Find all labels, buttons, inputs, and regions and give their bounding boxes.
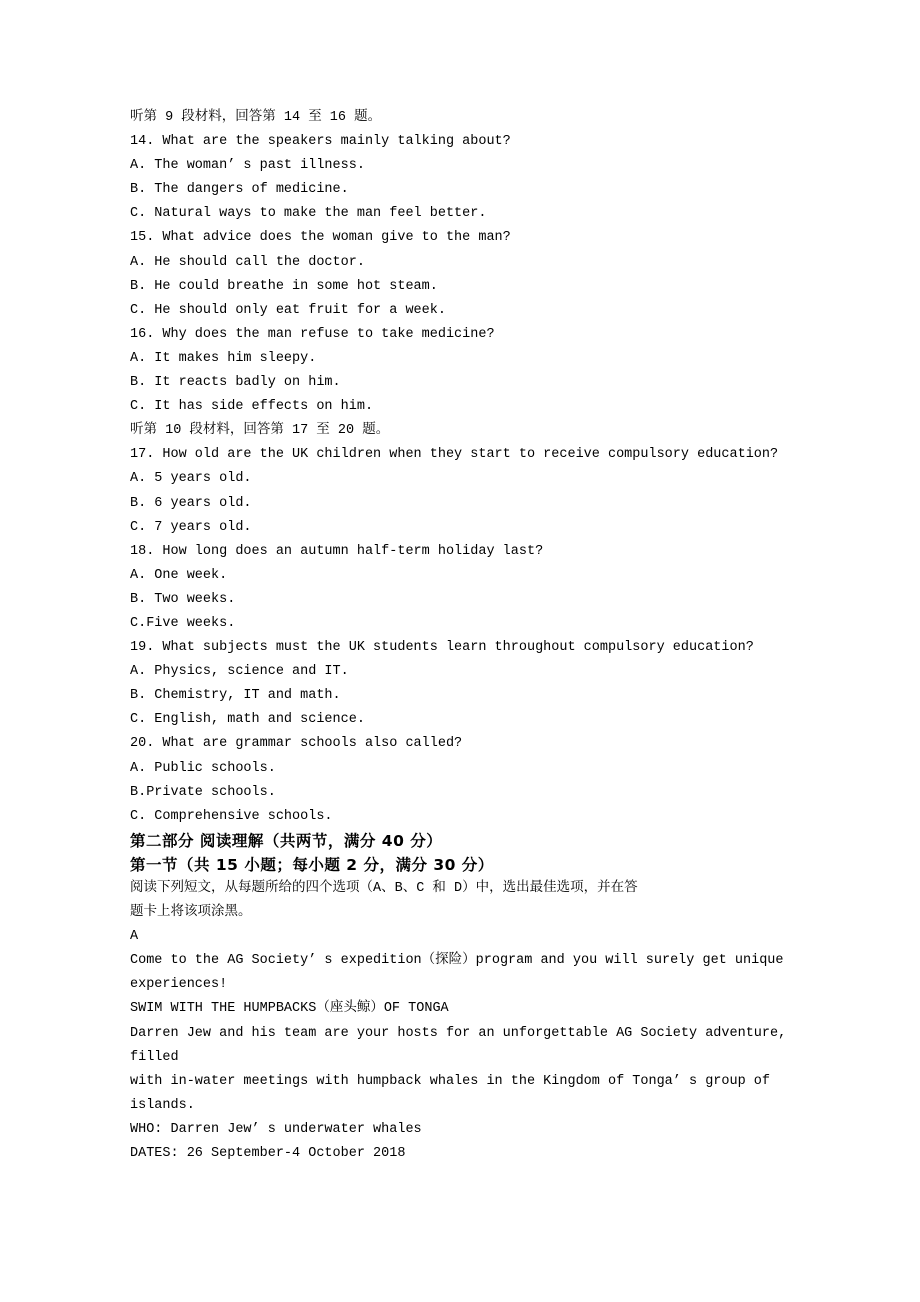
reading-instruction-line2: 题卡上将该项涂黑。 — [130, 905, 252, 921]
q14-option-c: C. Natural ways to make the man feel better. — [130, 206, 487, 222]
q16-option-c: C. It has side effects on him. — [130, 399, 374, 415]
passage-a-title: SWIM WITH THE HUMPBACKS（座头鲸）OF TONGA — [130, 1001, 449, 1017]
q15-option-c: C. He should only eat fruit for a week. — [130, 302, 446, 318]
q20-option-b: B.Private schools. — [130, 784, 276, 800]
q20-option-a: A. Public schools. — [130, 760, 276, 776]
q18-option-c: C.Five weeks. — [130, 615, 236, 631]
passage-a-label: A — [130, 929, 139, 945]
reading-instruction-line1: 阅读下列短文，从每题所给的四个选项（A、B、C 和 D）中，选出最佳选项，并在答 — [130, 881, 638, 896]
listen-material-9-instruction: 听第 9 段材料，回答第 14 至 16 题。 — [130, 110, 382, 125]
part2-section-heading: 第二部分 阅读理解（共两节，满分 40 分） — [130, 831, 443, 850]
q20-stem: 20. What are grammar schools also called? — [130, 736, 463, 752]
q19-option-a: A. Physics, science and IT. — [130, 664, 349, 680]
q19-stem: 19. What subjects must the UK students learn throughout compulsory education? — [130, 640, 754, 656]
q20-option-c: C. Comprehensive schools. — [130, 808, 333, 824]
passage-a-body-line2: filled — [130, 1049, 179, 1065]
q14-option-b: B. The dangers of medicine. — [130, 182, 349, 198]
q18-option-a: A. One week. — [130, 567, 228, 583]
q16-stem: 16. Why does the man refuse to take medicine? — [130, 326, 495, 342]
q17-option-c: C. 7 years old. — [130, 519, 252, 535]
q18-option-b: B. Two weeks. — [130, 591, 236, 607]
q15-option-b: B. He could breathe in some hot steam. — [130, 278, 438, 294]
part2-subsection-heading: 第一节（共 15 小题；每小题 2 分，满分 30 分） — [130, 855, 494, 874]
q15-option-a: A. He should call the doctor. — [130, 254, 365, 270]
q16-option-a: A. It makes him sleepy. — [130, 350, 317, 366]
passage-a-body-line1: Darren Jew and his team are your hosts for an unforgettable AG Society adventure, — [130, 1025, 787, 1041]
q18-stem: 18. How long does an autumn half-term holiday last? — [130, 543, 544, 559]
exam-text-block — [130, 106, 850, 1166]
passage-a-body-line3: with in-water meetings with humpback whales in the Kingdom of Tonga’ s group of — [130, 1073, 771, 1089]
passage-a-intro-line2: experiences! — [130, 977, 228, 993]
q17-option-b: B. 6 years old. — [130, 495, 252, 511]
q17-option-a: A. 5 years old. — [130, 471, 252, 487]
passage-a-body-line4: islands. — [130, 1097, 195, 1113]
passage-a-dates-line: DATES: 26 September-4 October 2018 — [130, 1146, 406, 1162]
q14-stem: 14. What are the speakers mainly talking about? — [130, 134, 511, 150]
q15-stem: 15. What advice does the woman give to the man? — [130, 230, 511, 246]
listen-material-10-instruction: 听第 10 段材料，回答第 17 至 20 题。 — [130, 423, 390, 439]
q17-stem: 17. How old are the UK children when they start to receive compulsory education? — [130, 447, 779, 463]
passage-a-intro-line1: Come to the AG Society’ s expedition（探险）program and you will surely get unique — [130, 953, 784, 969]
q19-option-b: B. Chemistry, IT and math. — [130, 688, 341, 704]
q16-option-b: B. It reacts badly on him. — [130, 375, 341, 391]
passage-a-who-line: WHO: Darren Jew’ s underwater whales — [130, 1121, 422, 1137]
q14-option-a: A. The woman’ s past illness. — [130, 158, 365, 174]
q19-option-c: C. English, math and science. — [130, 712, 365, 728]
